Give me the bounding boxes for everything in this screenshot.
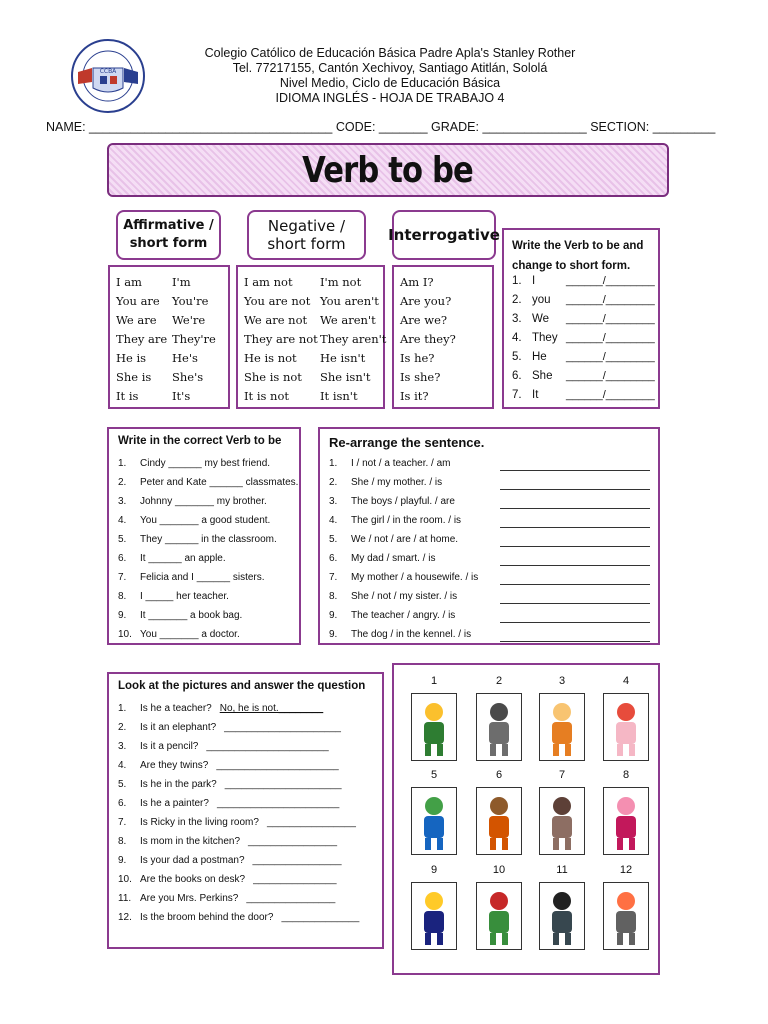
short-form-row [512,332,655,344]
math-teacher-icon [411,787,457,855]
question-item [118,817,356,828]
answer-blank[interactable]: _____________________ [224,722,341,733]
item-number: 11. [118,893,132,904]
item-number: 12. [118,912,132,923]
item-number: 5. [118,779,127,790]
question-text: Is mom in the kitchen? [140,836,241,847]
item-number: 7. [118,572,127,583]
answer-blank[interactable]: ______/________ [566,313,655,325]
negative-full-form: You are not [244,294,311,308]
answer-blank[interactable]: ______/________ [566,351,655,363]
question-text: Is Ricky in the living room? [140,817,259,828]
school-level: Nivel Medio, Ciclo de Educación Básica [279,76,501,90]
football-player-icon [411,693,457,761]
affirmative-heading [116,210,221,260]
books-icon [476,882,522,950]
short-form-row [512,389,655,401]
question-text: Is your dad a postman? [140,855,245,866]
affirmative-short-form: You're [172,294,209,308]
scrambled-words: My mother / a housewife. / is [351,572,479,583]
short-form-title-line1: Write the Verb to be and [512,240,644,252]
negative-full-form: He is not [244,351,297,365]
item-text: They ______ in the classroom. [140,534,277,545]
item-number: 6. [118,553,127,564]
interrogative-question: Are you? [400,294,452,308]
affirmative-full-form: They are [116,332,168,346]
elephant-icon [476,693,522,761]
rearrange-title: Re-arrange the sentence. [329,435,485,450]
school-logo [70,38,146,114]
worksheet-subject: IDIOMA INGLÉS - HOJA DE TRABAJO 4 [275,91,505,105]
item-number: 1. [329,458,338,469]
exercise-item[interactable] [118,610,242,621]
negative-full-form: We are not [244,313,308,327]
question-text: Are you Mrs. Perkins? [140,893,239,904]
negative-short-form: I'm not [320,275,362,289]
scrambled-words: The girl / in the room. / is [351,515,462,526]
item-number: 6. [118,798,127,809]
correct-verb-exercise [107,427,301,645]
item-number: 5. [512,351,522,363]
exercise-item[interactable] [118,629,240,640]
item-number: 6. [512,370,522,382]
item-number: 5. [329,534,338,545]
exercise-item[interactable] [118,572,265,583]
interrogative-heading [388,210,500,260]
title-banner [107,143,669,197]
interrogative-question: Am I? [400,275,434,289]
item-number: 7. [329,572,338,583]
rearrange-item [329,591,457,602]
correct-verb-title: Write in the correct Verb to be [118,435,282,447]
answer-line[interactable] [500,546,650,547]
affirmative-full-form: I am [116,275,142,289]
short-form-row [512,313,655,325]
affirmative-short-form: I'm [172,275,191,289]
scrambled-words: The boys / playful. / are [351,496,455,507]
question-text: Are they twins? [140,760,209,771]
scrambled-words: The teacher / angry. / is [351,610,456,621]
pronoun: you [532,294,551,306]
item-number: 7. [512,389,522,401]
item-text: Peter and Kate ______ classmates. [140,477,299,488]
item-number: 9. [329,629,338,640]
item-number: 1. [118,703,127,714]
item-number: 9. [329,610,338,621]
question-item [118,779,342,790]
painter-icon [476,787,522,855]
rearrange-exercise [318,427,660,645]
picture-number: 5 [430,769,438,781]
answer-blank[interactable]: ______________________ [216,798,340,809]
question-text: Is the broom behind the door? [140,912,274,923]
pronoun: We [532,313,550,325]
answer-line[interactable] [500,489,650,490]
affirmative-heading-line2: short form [129,236,208,251]
negative-short-form: It isn't [320,389,358,403]
interrogative-table [392,265,494,409]
answer-blank[interactable]: _____________________ [224,779,342,790]
question-item [118,874,337,885]
answer-line[interactable] [500,641,650,642]
picture-number: 10 [492,864,506,876]
pictures-panel [392,663,660,975]
answer-blank[interactable]: ______/________ [566,370,655,382]
answer-line[interactable] [500,508,650,509]
answer-blank[interactable]: ______/________ [566,294,655,306]
negative-full-form: I am not [244,275,293,289]
negative-heading-line2: short form [267,235,346,253]
picture-questions-title: Look at the pictures and answer the question [118,680,366,692]
answer-line[interactable] [500,622,650,623]
question-text: Are the books on desk? [140,874,246,885]
rearrange-item [329,553,435,564]
affirmative-full-form: He is [116,351,147,365]
question-text: Is it a pencil? [140,741,199,752]
exercise-item[interactable] [118,458,270,469]
short-form-row [512,351,655,363]
item-number: 2. [512,294,522,306]
pronoun: I [532,275,536,287]
question-item [118,855,342,866]
interrogative-question: Is it? [400,389,429,403]
affirmative-short-form: He's [172,351,198,365]
item-number: 1. [512,275,522,287]
question-item [118,703,323,714]
negative-short-form: She isn't [320,370,371,384]
picture-number: 11 [556,864,568,876]
negative-short-form: You aren't [320,294,379,308]
question-item [118,760,339,771]
question-item [118,798,339,809]
affirmative-short-form: It's [172,389,191,403]
item-number: 3. [118,741,127,752]
scrambled-words: She / not / my sister. / is [351,591,458,602]
answer-blank[interactable]: ________________ [246,893,336,904]
item-number: 8. [329,591,338,602]
exercise-item[interactable] [118,591,229,602]
question-text: Is he a painter? [140,798,209,809]
question-text: Is he a teacher? [140,703,212,714]
interrogative-question: Are they? [400,332,456,346]
item-number: 4. [118,515,127,526]
pencil-icon [539,693,585,761]
room-icon [539,787,585,855]
picture-number: 3 [558,675,566,687]
answer-line[interactable] [500,470,650,471]
picture-number: 4 [622,675,630,687]
answer-blank[interactable]: No, he is not.________ [219,703,324,714]
exercise-item[interactable] [118,553,226,564]
item-number: 4. [329,515,338,526]
rearrange-item [329,629,471,640]
school-header [160,46,620,106]
picture-number: 12 [619,864,633,876]
answer-blank[interactable]: _______________ [253,874,337,885]
rearrange-item [329,515,461,526]
item-number: 3. [512,313,522,325]
school-name: Colegio Católico de Educación Básica Padre Apla's Stanley Rother [204,46,576,60]
answer-blank[interactable]: ______/________ [566,332,655,344]
school-address: Tel. 77217155, Cantón Xechivoy, Santiago Atitlán, Sololá [232,61,548,75]
exercise-item[interactable] [118,515,270,526]
pronoun: They [532,332,558,344]
question-item [118,722,341,733]
item-text: It _______ a book bag. [140,610,243,621]
affirmative-full-form: You are [116,294,160,308]
picture-number: 9 [430,864,438,876]
logo-center-text: CCBA [99,68,117,75]
item-number: 3. [118,496,127,507]
affirmative-short-form: We're [172,313,206,327]
broom-bucket-icon [603,882,649,950]
item-number: 6. [329,553,338,564]
picture-number: 1 [430,675,438,687]
item-number: 10. [118,874,132,885]
item-text: I _____ her teacher. [140,591,229,602]
scrambled-words: She / my mother. / is [351,477,443,488]
scrambled-words: My dad / smart. / is [351,553,436,564]
negative-heading [247,210,366,260]
affirmative-short-form: She's [172,370,204,384]
negative-heading-line1: Negative / [267,217,346,235]
item-number: 3. [329,496,338,507]
rearrange-item [329,572,478,583]
page-title: Verb to be [302,149,474,191]
negative-full-form: They are not [244,332,318,346]
item-number: 2. [118,477,127,488]
short-form-row [512,370,655,382]
item-number: 9. [118,610,127,621]
picture-number: 8 [622,769,630,781]
item-number: 5. [118,534,127,545]
item-number: 2. [118,722,127,733]
answer-blank[interactable]: ______/________ [566,275,655,287]
rearrange-item [329,534,458,545]
answer-blank[interactable]: ______________________ [216,760,339,771]
affirmative-full-form: It is [116,389,139,403]
pronoun: She [532,370,553,382]
pronoun: He [532,351,547,363]
short-form-title [512,236,662,276]
negative-short-form: They aren't [320,332,387,346]
exercise-item[interactable] [118,477,298,488]
picture-number: 2 [495,675,503,687]
interrogative-question: Is she? [400,370,441,384]
item-number: 1. [118,458,127,469]
question-item [118,893,335,904]
answer-blank[interactable]: ________________ [248,836,338,847]
short-form-title-line2: change to short form. [512,260,631,272]
negative-full-form: It is not [244,389,290,403]
negative-full-form: She is not [244,370,302,384]
woman-kitchen-icon [603,787,649,855]
item-text: You _______ a doctor. [140,629,240,640]
answer-blank[interactable]: ______/________ [566,389,655,401]
twins-icon [603,693,649,761]
picture-number: 7 [558,769,566,781]
short-form-row [512,294,655,306]
answer-blank[interactable]: ______________ [281,912,360,923]
answer-line[interactable] [500,527,650,528]
man-umbrella-icon [539,882,585,950]
exercise-item[interactable] [118,496,267,507]
item-text: Johnny _______ my brother. [140,496,267,507]
question-item [118,912,359,923]
short-form-exercise [502,228,660,409]
negative-short-form: We aren't [320,313,376,327]
scrambled-words: The dog / in the kennel. / is [351,629,472,640]
item-number: 7. [118,817,127,828]
picture-questions-exercise [107,672,384,949]
answer-blank[interactable]: ________________ [252,855,342,866]
answer-line[interactable] [500,565,650,566]
item-number: 8. [118,591,127,602]
question-text: Is it an elephant? [140,722,217,733]
affirmative-heading-line1: Affirmative / [123,218,214,233]
answer-line[interactable] [500,584,650,585]
rearrange-item [329,496,455,507]
affirmative-short-form: They're [172,332,216,346]
picture-number: 6 [495,769,503,781]
pronoun: It [532,389,539,401]
interrogative-question: Is he? [400,351,435,365]
answer-blank[interactable]: ________________ [266,817,356,828]
rearrange-item [329,458,451,469]
item-number: 4. [118,760,127,771]
item-text: Felicia and I ______ sisters. [140,572,265,583]
police-officer-icon [411,882,457,950]
question-item [118,741,329,752]
interrogative-question: Are we? [400,313,448,327]
affirmative-full-form: We are [116,313,157,327]
answer-line[interactable] [500,603,650,604]
item-text: You _______ a good student. [140,515,271,526]
item-number: 4. [512,332,522,344]
short-form-row [512,275,655,287]
interrogative-heading-label: Interrogative [388,226,500,244]
scrambled-words: I / not / a teacher. / am [351,458,451,469]
rearrange-item [329,477,442,488]
answer-blank[interactable]: ______________________ [206,741,329,752]
scrambled-words: We / not / are / at home. [351,534,459,545]
item-number: 2. [329,477,338,488]
question-item [118,836,337,847]
affirmative-table [108,265,230,409]
negative-table [236,265,385,409]
exercise-item[interactable] [118,534,277,545]
question-text: Is he in the park? [140,779,217,790]
negative-short-form: He isn't [320,351,366,365]
student-info-line: NAME: ___________________________________ CODE: _______ GRADE: _______________ SECTION: _________ [46,120,716,134]
item-number: 8. [118,836,127,847]
item-text: It ______ an apple. [140,553,226,564]
affirmative-full-form: She is [116,370,152,384]
item-number: 9. [118,855,127,866]
item-number: 10. [118,629,132,640]
rearrange-item [329,610,455,621]
item-text: Cindy ______ my best friend. [140,458,271,469]
